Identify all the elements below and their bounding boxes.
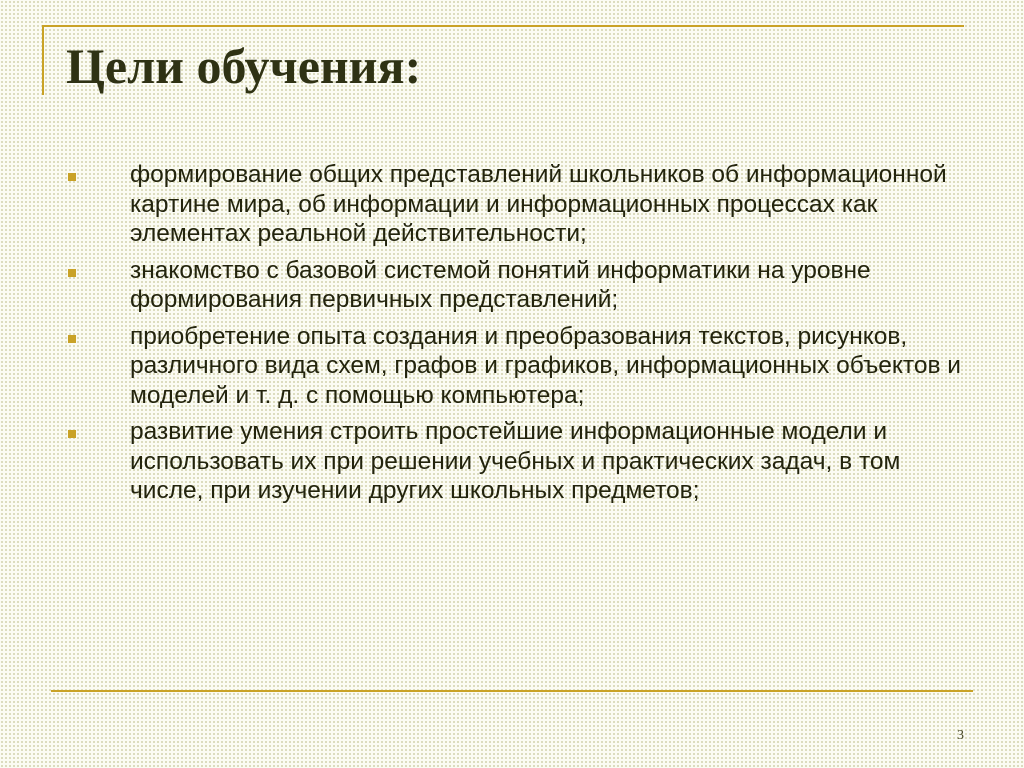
list-item (66, 322, 966, 411)
list-item (66, 417, 966, 506)
list-item (66, 256, 966, 315)
bullet-text: приобретение опыта создания и преобразования текстов, рисунков, различного вида схем, графов и графиков, информационных объектов и моделей и т. д. с помощью компьютера; (130, 322, 961, 409)
bullet-text: формирование общих представлений школьников об информационной картине мира, об информации и информационных процессах как элементах реальной действительности; (130, 161, 947, 247)
bottom-divider (51, 690, 973, 692)
page-number: 3 (957, 728, 964, 743)
square-bullet-icon (68, 269, 76, 277)
left-accent-line (42, 25, 44, 95)
square-bullet-icon (68, 173, 76, 181)
list-item (66, 160, 966, 249)
square-bullet-icon (68, 335, 76, 343)
bullet-list (66, 160, 966, 513)
square-bullet-icon (68, 430, 76, 438)
top-divider (42, 25, 964, 27)
bullet-text: развитие умения строить простейшие информационные модели и использовать их при решении учебных и практических задач, в том числе, при изучении других школьных предметов; (130, 418, 901, 504)
slide-title: Цели обучения: (66, 38, 422, 94)
bullet-text: знакомство с базовой системой понятий информатики на уровне формирования первичных представлений; (130, 256, 871, 313)
